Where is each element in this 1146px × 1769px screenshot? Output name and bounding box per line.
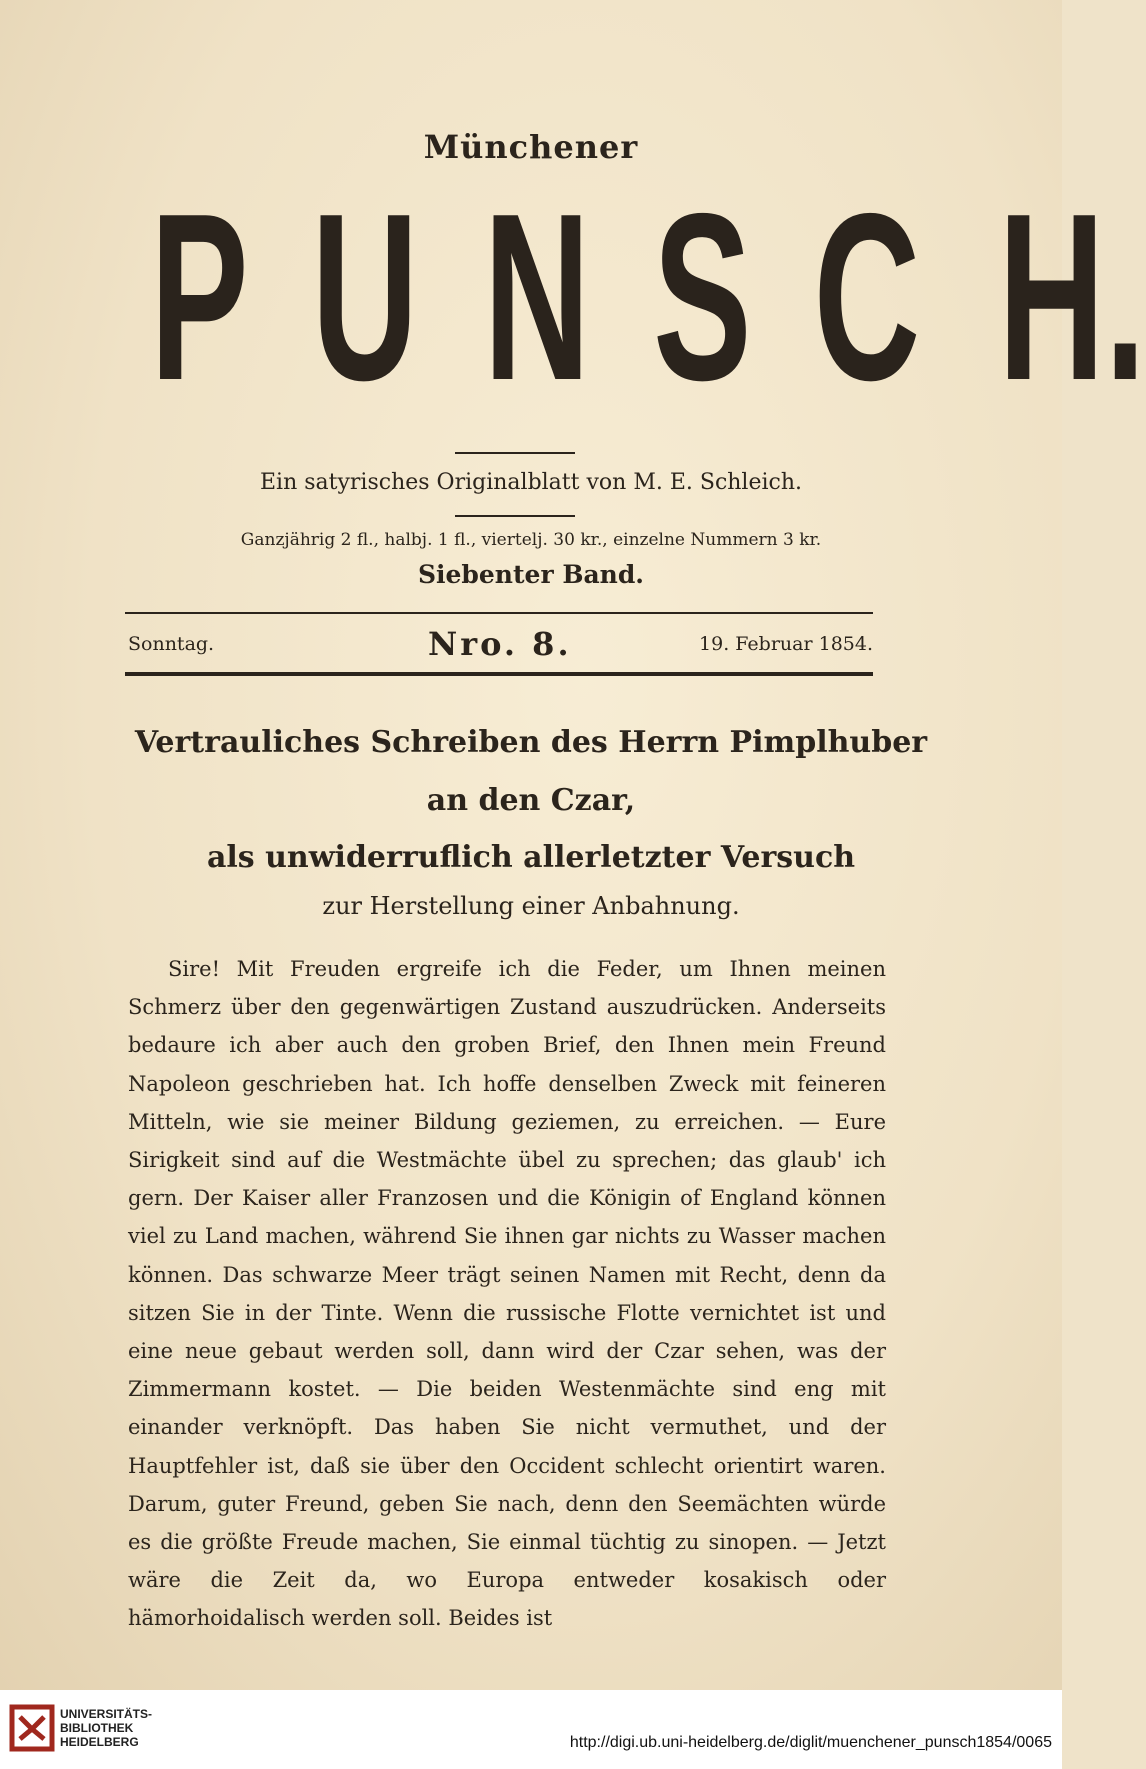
article-subtitle: zur Herstellung einer Anbahnung. [322, 892, 740, 920]
masthead-subtitle: Münchener [423, 128, 639, 166]
divider [455, 452, 575, 454]
source-url-link[interactable]: http://digi.ub.uni-heidelberg.de/diglit/muenchener_punsch1854/0065 [569, 1734, 1052, 1751]
byline: Ein satyrisches Originalblatt von M. E. Schleich. [259, 470, 803, 495]
issue-row [128, 625, 873, 663]
masthead-letter: P [150, 165, 249, 430]
library-name-line: BIBLIOTHEK [60, 1721, 134, 1735]
issue-number: Nro. 8. [428, 625, 572, 663]
library-name-line: HEIDELBERG [60, 1735, 139, 1749]
issue-date: 19. Februar 1854. [699, 633, 873, 655]
masthead-letter: C [813, 165, 921, 430]
divider [125, 612, 873, 614]
article-title-line: Vertrauliches Schreiben des Herrn Pimplhuber [134, 725, 928, 760]
library-name-line: UNIVERSITÄTS- [60, 1707, 153, 1721]
issue-day: Sonntag. [128, 633, 215, 655]
library-logo-icon [10, 1705, 54, 1751]
masthead-letter: S [652, 165, 752, 430]
masthead-letter: H. [998, 165, 1146, 430]
divider [455, 515, 575, 517]
subscription-prices: Ganzjährig 2 fl., halbj. 1 fl., viertelj. 30 kr., einzelne Nummern 3 kr. [240, 530, 822, 550]
logo-shape [20, 1717, 44, 1739]
volume-label: Siebenter Band. [417, 560, 645, 589]
footer-bar [0, 1690, 1062, 1769]
article-paragraph: Sire! Mit Freuden ergreife ich die Feder, um Ihnen meinen Schmerz über den gegenwärtigen Zustand auszudrücken. Anderseits bedaure ich aber auch den groben Brief, den Ihnen mein Freund Napoleon geschrieben hat. Ich hoffe denselben Zweck mit feineren Mitteln, wie sie meiner Bildung geziemen, zu erreichen. — Eure Sirigkeit sind auf die Westmächte übel zu sprechen; das glaub' ich gern. Der Kaiser aller Franzosen und die Königin of England können viel zu Land machen, während Sie ihnen gar nichts zu Wasser machen können. Das schwarze Meer trägt seinen Namen mit Recht, denn da sitzen Sie in der Tinte. Wenn die russische Flotte vernichtet ist und eine neue gebaut werden soll, dann wird der Czar sehen, was der Zimmermann kostet. — Die beiden Westenmächte sind eng mit einander verknöpft. Das haben Sie nicht vermuthet, und der Hauptfehler ist, daß sie über den Occident schlecht orientirt waren. Darum, guter Freund, geben Sie nach, denn den Seemächten würde es die größte Freude machen, Sie einmal tüchtig zu sinopen. — Jetzt wäre die Zeit da, wo Europa entweder kosakisch oder hämorhoidalisch werden soll. Beides ist [128, 957, 886, 1631]
divider [125, 672, 873, 676]
article-body [128, 950, 886, 1638]
library-name [60, 1707, 152, 1749]
masthead-title [120, 165, 1146, 430]
masthead-letter: N [483, 165, 590, 430]
article-title-line: als unwiderruflich allerletzter Versuch [206, 840, 856, 875]
article-title-line: an den Czar, [426, 783, 636, 818]
masthead-letter: U [311, 165, 418, 430]
